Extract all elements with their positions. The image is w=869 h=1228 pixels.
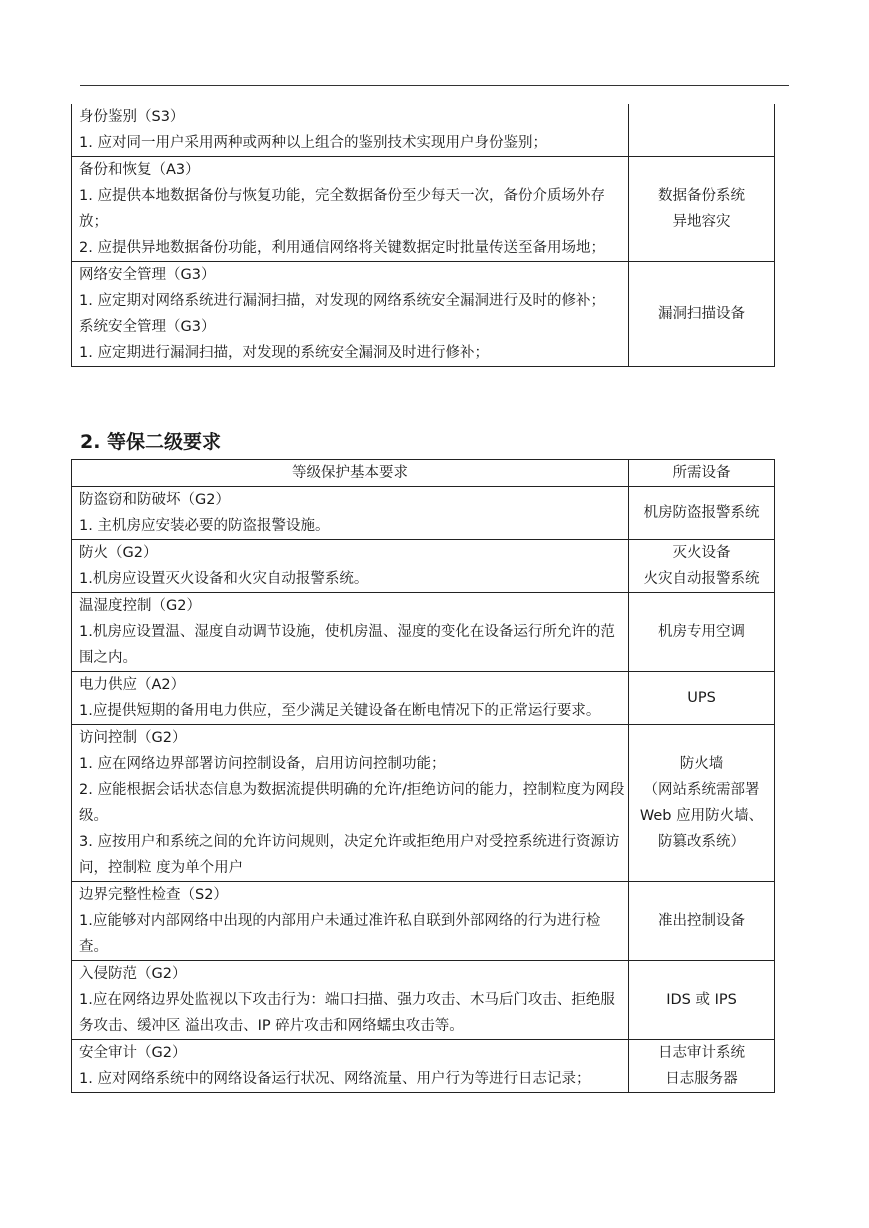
- requirement-title: 防火（G2）: [79, 545, 158, 561]
- device-cell: 防火墙 （网站系统需部署 Web 应用防火墙、 防篡改系统）: [629, 725, 775, 882]
- requirement-line: 1. 应定期进行漏洞扫描，对发现的系统安全漏洞及时进行修补；: [79, 345, 489, 361]
- requirement-title: 备份和恢复（A3）: [79, 162, 200, 178]
- requirement-title: 防盗窃和防破坏（G2）: [79, 492, 230, 508]
- page-header-rule: [80, 85, 789, 86]
- requirement-line: 1.应能够对内部网络中出现的内部用户未通过准许私自联到外部网络的行为进行检查。: [79, 913, 601, 955]
- table-row: [72, 672, 775, 725]
- requirement-line: 1.应提供短期的备用电力供应，至少满足关键设备在断电情况下的正常运行要求。: [79, 703, 601, 719]
- requirement-title: 温湿度控制（G2）: [79, 598, 201, 614]
- requirement-column-header: 等级保护基本要求: [72, 460, 629, 487]
- requirement-line: 1.应在网络边界处监视以下攻击行为：端口扫描、强力攻击、木马后门攻击、拒绝服务攻击、缓冲区 溢出攻击、IP 碎片攻击和网络蠕虫攻击等。: [79, 992, 615, 1034]
- requirement-line: 1.机房应设置温、湿度自动调节设施，使机房温、湿度的变化在设备运行所允许的范围之内。: [79, 624, 615, 666]
- requirement-title: 入侵防范（G2）: [79, 966, 187, 982]
- device-cell: 漏洞扫描设备: [629, 262, 775, 367]
- requirement-title: 身份鉴别（S3）: [79, 109, 185, 125]
- requirement-title: 访问控制（G2）: [79, 730, 187, 746]
- level2-requirements-table: [71, 459, 775, 1093]
- requirements-table-continued: [71, 104, 775, 367]
- device-cell: 数据备份系统 异地容灾: [629, 157, 775, 262]
- requirements-table-body: [72, 104, 775, 367]
- requirement-cell: [72, 104, 629, 157]
- requirement-line: 1. 应在网络边界部署访问控制设备，启用访问控制功能；: [79, 756, 446, 772]
- table-row: [72, 262, 775, 367]
- requirement-title: 网络安全管理（G3）: [79, 267, 216, 283]
- section-heading: 2. 等保二级要求: [80, 431, 222, 453]
- requirement-cell: [72, 157, 629, 262]
- requirement-cell: [72, 487, 629, 540]
- level2-table-body: [72, 487, 775, 1093]
- table-row: [72, 882, 775, 961]
- requirement-title: 边界完整性检查（S2）: [79, 887, 228, 903]
- requirement-line: 1. 应定期对网络系统进行漏洞扫描，对发现的网络系统安全漏洞进行及时的修补；: [79, 293, 605, 309]
- table-row: [72, 961, 775, 1040]
- requirement-title: 安全审计（G2）: [79, 1045, 187, 1061]
- requirement-cell: [72, 262, 629, 367]
- requirement-line: 系统安全管理（G3）: [79, 319, 216, 335]
- requirement-line: 1. 主机房应安装必要的防盗报警设施。: [79, 518, 330, 534]
- requirement-cell: [72, 1040, 629, 1093]
- device-column-header: 所需设备: [629, 460, 775, 487]
- requirement-title: 电力供应（A2）: [79, 677, 186, 693]
- table-row: [72, 487, 775, 540]
- table-row: [72, 540, 775, 593]
- table-header-row: [72, 460, 775, 487]
- device-cell: 日志审计系统 日志服务器: [629, 1040, 775, 1093]
- device-cell: 灭火设备 火灾自动报警系统: [629, 540, 775, 593]
- requirement-cell: [72, 961, 629, 1040]
- requirement-line: 1. 应提供本地数据备份与恢复功能，完全数据备份至少每天一次，备份介质场外存放；: [79, 188, 605, 230]
- requirement-cell: [72, 593, 629, 672]
- device-cell: IDS 或 IPS: [629, 961, 775, 1040]
- device-cell: 准出控制设备: [629, 882, 775, 961]
- table-row: [72, 725, 775, 882]
- requirement-line: 2. 应能根据会话状态信息为数据流提供明确的允许/拒绝访问的能力，控制粒度为网段级。: [79, 782, 625, 824]
- table-row: [72, 593, 775, 672]
- table-row: [72, 104, 775, 157]
- device-cell: 机房防盗报警系统: [629, 487, 775, 540]
- device-cell: [629, 104, 775, 157]
- requirement-cell: [72, 672, 629, 725]
- requirement-cell: [72, 882, 629, 961]
- requirement-cell: [72, 725, 629, 882]
- table-row: [72, 157, 775, 262]
- requirement-line: 1.机房应设置灭火设备和火灾自动报警系统。: [79, 571, 369, 587]
- requirement-line: 1. 应对同一用户采用两种或两种以上组合的鉴别技术实现用户身份鉴别；: [79, 135, 547, 151]
- requirement-line: 1. 应对网络系统中的网络设备运行状况、网络流量、用户行为等进行日志记录；: [79, 1071, 591, 1087]
- table-row: [72, 1040, 775, 1093]
- requirement-cell: [72, 540, 629, 593]
- device-cell: UPS: [629, 672, 775, 725]
- requirement-line: 2. 应提供异地数据备份功能，利用通信网络将关键数据定时批量传送至备用场地；: [79, 240, 605, 256]
- requirement-line: 3. 应按用户和系统之间的允许访问规则，决定允许或拒绝用户对受控系统进行资源访问，控制粒 度为单个用户: [79, 834, 620, 876]
- device-cell: 机房专用空调: [629, 593, 775, 672]
